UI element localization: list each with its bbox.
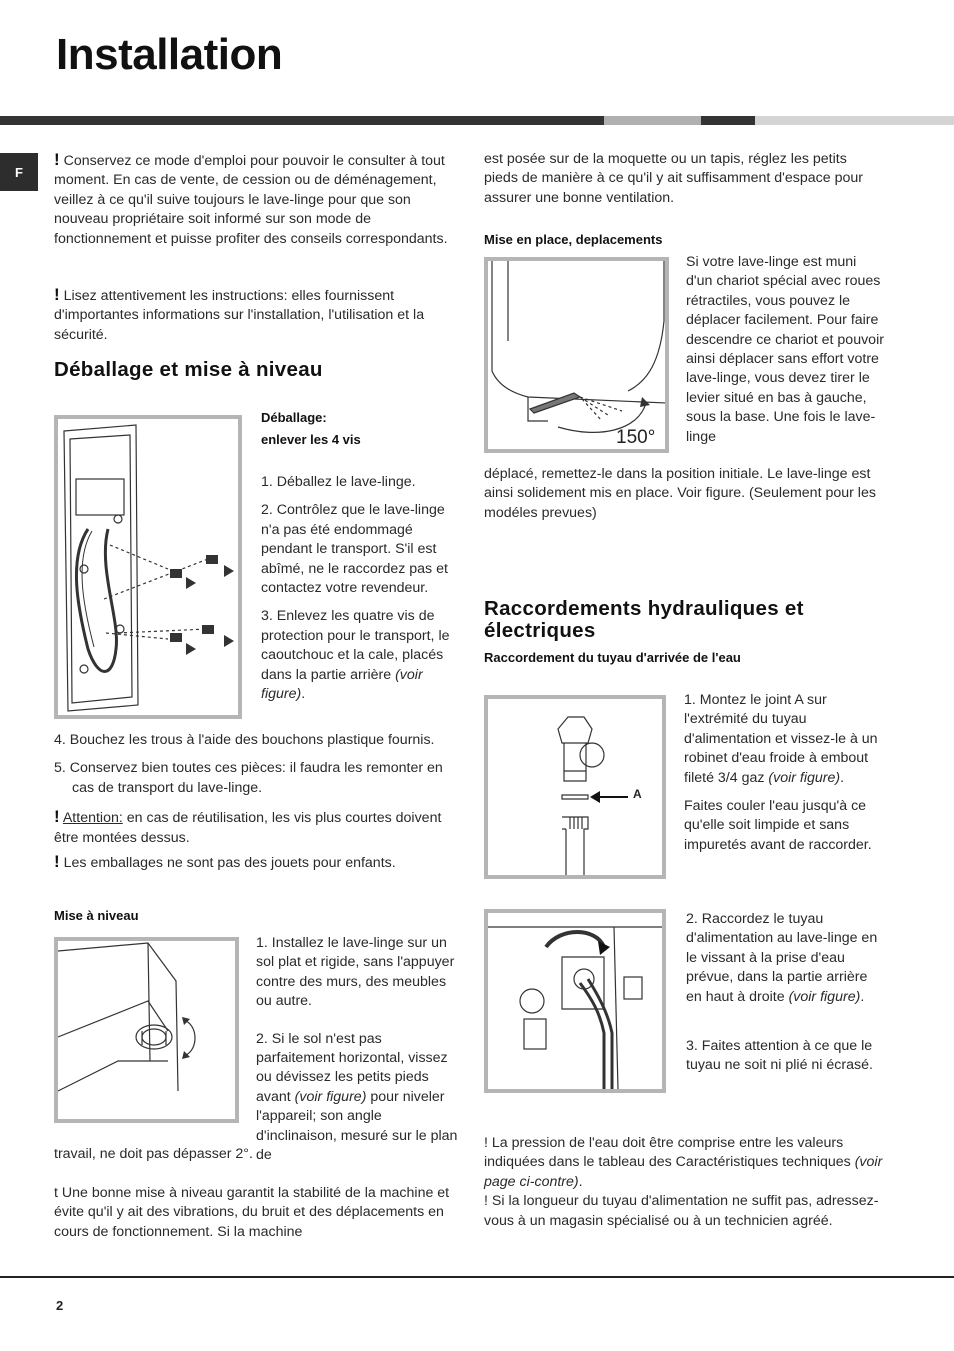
page-number: 2 bbox=[56, 1298, 64, 1313]
exclamation-icon: ! bbox=[54, 807, 60, 827]
step-2-text: 2. Contrôlez que le lave-linge n'a pas été endommagé pendant le transport. S'il est abîmé, ne le raccordez pas et contactez votre revendeur. bbox=[261, 502, 448, 597]
intro-text-1: Conservez ce mode d'emploi pour pouvoir le consulter à tout moment. En cas de vente, de cession ou de déménagement, veillez à ce qu'il suive toujours le lave-linge pour que son nouveau propriétaire soit informé sur son mode de fonctionnement et puisse profiter des conseils correspondants. bbox=[54, 153, 448, 247]
hydro-step-2-end: . bbox=[860, 988, 865, 1005]
step-3-figure-ref: (voir figure) bbox=[261, 666, 423, 703]
section-title-hydraulics: Raccordements hydrauliques et électriques bbox=[484, 597, 804, 642]
level-step-2-end: travail, ne doit pas dépasser 2°. bbox=[54, 1146, 253, 1162]
joint-label: A bbox=[633, 787, 642, 801]
leveling-foot-illustration bbox=[58, 941, 235, 1119]
unpack-heading bbox=[261, 407, 461, 451]
attention-text: en cas de réutilisation, les vis plus courtes doivent être montées dessus. bbox=[54, 810, 442, 846]
unpack-heading-line-1: Déballage: bbox=[261, 410, 327, 425]
level-step-2-text: 2. Si le sol n'est pas parfaitement horizontal, vissez ou dévissez les petits pieds avant bbox=[256, 1030, 448, 1105]
header-bar-light bbox=[755, 116, 954, 125]
ventilation-text: est posée sur de la moquette ou un tapis, réglez les petits pieds de manière à ce qu'il y ait suffisamment d'espace pour assurer une bonne ventilation. bbox=[484, 151, 863, 206]
hydro-step-2 bbox=[686, 910, 886, 1007]
pressure-note bbox=[484, 1134, 884, 1192]
header-bar-dark-2 bbox=[701, 116, 755, 125]
level-step-2-figure-ref: (voir figure) bbox=[294, 1088, 367, 1105]
hydro-step-1 bbox=[684, 691, 886, 788]
intro-warning-1 bbox=[54, 150, 454, 249]
pressure-note-end: . bbox=[578, 1173, 583, 1190]
figure-back-panel-screws bbox=[54, 415, 242, 719]
step-5: 5. Conservez bien toutes ces pièces: il faudra les remonter en cas de transport du lave-linge. bbox=[54, 760, 443, 796]
trolley-lever-illustration bbox=[488, 261, 665, 449]
step-1: 1. Déballez le lave-linge. bbox=[261, 474, 416, 490]
figure-trolley-lever bbox=[484, 257, 669, 453]
unpack-steps-continued bbox=[54, 731, 454, 891]
unpack-steps bbox=[261, 473, 459, 722]
step-3 bbox=[261, 607, 459, 704]
level-note: t Une bonne mise à niveau garantit la stabilité de la machine et évite qu'il y ait des vibrations, du bruit et des déplacements en cours de fonctionnement. Si la machine bbox=[54, 1185, 450, 1240]
figure-leveling-foot bbox=[54, 937, 239, 1123]
footer-rule bbox=[0, 1276, 954, 1278]
figure-hose-connection bbox=[484, 909, 666, 1093]
unpack-heading-line-2: enlever les 4 vis bbox=[261, 432, 361, 447]
header-bar-dark bbox=[0, 116, 604, 125]
pressure-note-text: ! La pression de l'eau doit être comprise entre les valeurs indiquées dans le tableau des Caractéristiques techniques bbox=[484, 1135, 851, 1171]
step-2 bbox=[261, 501, 459, 598]
hydro-subheading: Raccordement du tuyau d'arrivée de l'eau bbox=[484, 650, 741, 665]
level-step-2-text-b: pour niveler l'appareil; son angle d'inclinaison, mesuré sur le plan de bbox=[256, 1088, 458, 1164]
packaging-text: Les emballages ne sont pas des jouets pour enfants. bbox=[63, 855, 396, 872]
hydro-step-2-figure-ref: (voir figure) bbox=[788, 988, 861, 1005]
intro-text-2: Lisez attentivement les instructions: elles fournissent d'importantes informations sur l'installation, l'utilisation et la sécurité. bbox=[54, 288, 425, 343]
step-4: 4. Bouchez les trous à l'aide des bouchons plastique fournis. bbox=[54, 732, 435, 748]
pressure-note-ref: (voir page ci-contre) bbox=[484, 1154, 883, 1190]
hydro-flow-text: Faites couler l'eau jusqu'à ce qu'elle soit limpide et sans impuretés avant de raccorder. bbox=[684, 798, 872, 853]
hydro-step-1-end: . bbox=[840, 769, 845, 786]
move-text: Si votre lave-linge est muni d'un chariot spécial avec roues rétractiles, vous pouvez le déplacer facilement. Pour faire descendre ce chariot et pouvoir ainsi déplacer sans effort votre lave-linge, vous devez tirer le levier situé en bas à gauche, sous la base. Une fois le lave-linge bbox=[686, 254, 884, 445]
hose-connection-illustration bbox=[488, 913, 662, 1089]
hydro-steps bbox=[684, 691, 886, 873]
level-heading: Mise à niveau bbox=[54, 908, 139, 923]
exclamation-icon: ! bbox=[54, 285, 60, 304]
washer-back-illustration bbox=[58, 419, 238, 715]
language-tab: F bbox=[0, 153, 38, 191]
section-title-unpacking: Déballage et mise à niveau bbox=[54, 358, 323, 381]
step-3-end: . bbox=[301, 686, 306, 703]
hydro-steps-2 bbox=[686, 910, 886, 1094]
attention-note bbox=[54, 807, 454, 848]
attention-label: Attention: bbox=[62, 810, 123, 827]
hydro-step-1-figure-ref: (voir figure) bbox=[768, 769, 841, 786]
exclamation-icon: ! bbox=[54, 852, 60, 872]
header-bar-gray bbox=[604, 116, 701, 125]
packaging-note bbox=[54, 852, 454, 873]
exclamation-icon: ! bbox=[54, 150, 60, 169]
hydro-step-1-text: 1. Montez le joint A sur l'extrémité du tuyau d'alimentation et vissez-le à un robinet d'eau froide à embout fileté 3/4 gaz bbox=[684, 692, 878, 786]
hydro-step-2-text: 2. Raccordez le tuyau d'alimentation au lave-linge en le vissant à la prise d'eau prévue, dans la partie arrière en haut à droite bbox=[686, 911, 878, 1005]
angle-label: 150° bbox=[616, 427, 656, 448]
pressure-notes bbox=[484, 1134, 884, 1249]
figure-tap-joint bbox=[484, 695, 666, 879]
level-step-1: 1. Installez le lave-linge sur un sol plat et rigide, sans l'appuyer contre des murs, des meubles ou autre. bbox=[256, 935, 455, 1010]
intro-warning-2 bbox=[54, 285, 454, 345]
step-3-text: 3. Enlevez les quatre vis de protection pour le transport, le caoutchouc et la cale, placés dans la partie arrière bbox=[261, 608, 450, 683]
level-steps bbox=[256, 934, 458, 1165]
move-heading: Mise en place, deplacements bbox=[484, 232, 663, 247]
hose-length-note: ! Si la longueur du tuyau d'alimentation ne suffit pas, adressez-vous à un magasin spécialisé ou à un technicien agréé. bbox=[484, 1193, 879, 1229]
move-text-continued: déplacé, remettez-le dans la position initiale. Le lave-linge est ainsi solidement mis en place. Voir figure. (Seulement pour les modéles prevues) bbox=[484, 466, 876, 521]
page-title: Installation bbox=[56, 30, 283, 79]
hydro-step-3: 3. Faites attention à ce que le tuyau ne soit ni plié ni écrasé. bbox=[686, 1038, 873, 1074]
